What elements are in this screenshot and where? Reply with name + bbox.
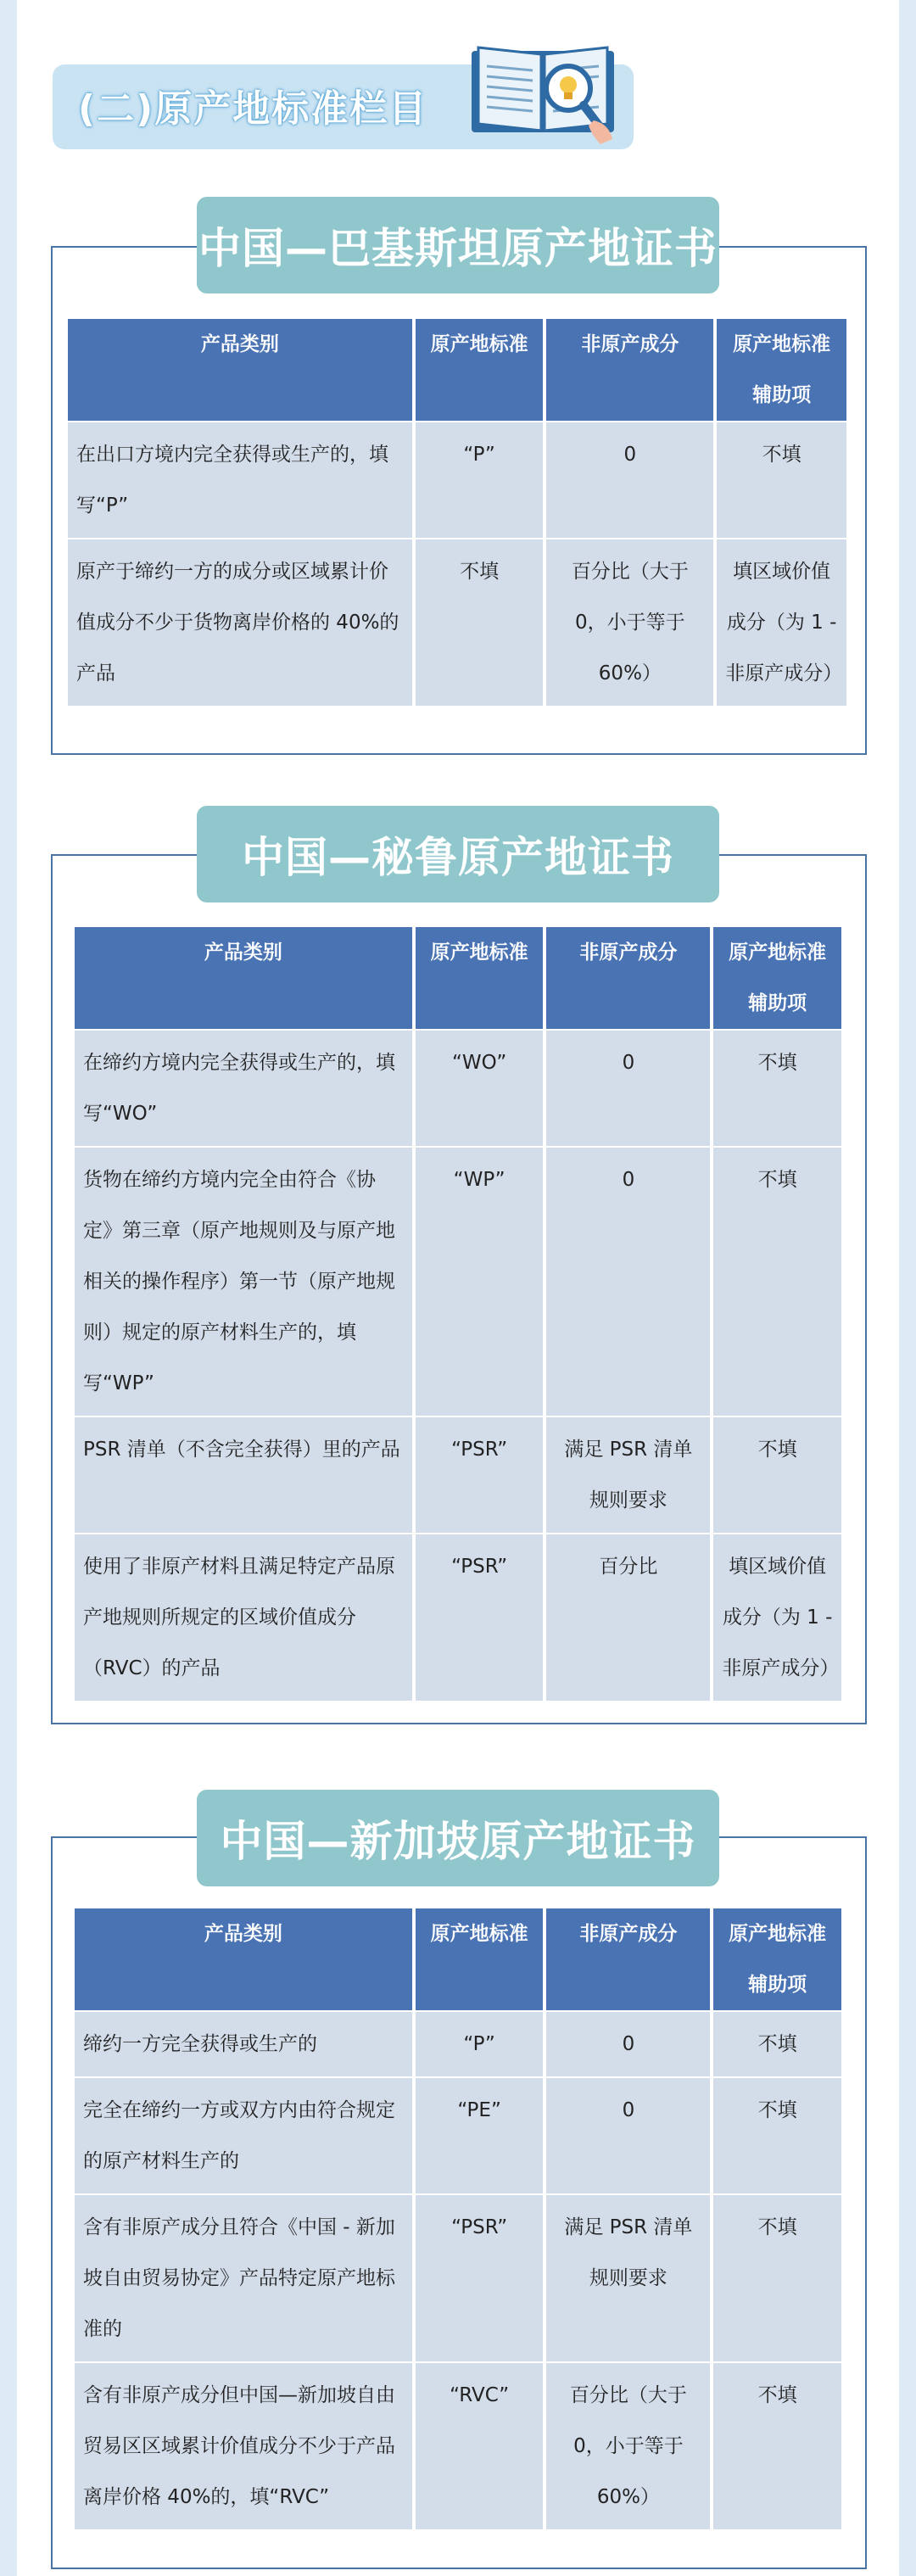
cell-auxiliary: 不填	[713, 2078, 841, 2193]
cell-criterion: “RVC”	[416, 2363, 544, 2529]
cell-criterion: “WP”	[416, 1148, 544, 1416]
cell-non-originating: 0	[546, 1148, 710, 1416]
header-origin-criterion: 原产地标准	[416, 1908, 544, 2010]
table-peru	[71, 925, 845, 1702]
left-border-strip	[0, 0, 17, 2576]
cell-category: 原产于缔约一方的成分或区域累计价值成分不少于货物离岸价格的 40%的产品	[68, 539, 412, 706]
cell-criterion: “PE”	[416, 2078, 544, 2193]
cell-auxiliary: 不填	[717, 422, 846, 538]
table-row	[75, 1417, 841, 1533]
right-border-strip	[899, 0, 916, 2576]
cell-auxiliary: 不填	[713, 2012, 841, 2076]
table-banner-singapore: 中国—新加坡原产地证书	[197, 1790, 719, 1886]
cell-criterion: “P”	[416, 422, 544, 538]
header-product-category: 产品类别	[75, 1908, 412, 2010]
header-auxiliary: 原产地标准辅助项	[713, 1908, 841, 2010]
cell-category: 在出口方境内完全获得或生产的，填写“P”	[68, 422, 412, 538]
header-product-category: 产品类别	[75, 927, 412, 1029]
table-header-row	[68, 319, 846, 421]
cell-auxiliary: 不填	[713, 2363, 841, 2529]
table-header-row	[75, 927, 841, 1029]
cell-criterion: “PSR”	[416, 1417, 544, 1533]
table-banner-peru: 中国—秘鲁原产地证书	[197, 806, 719, 902]
cell-category: 在缔约方境内完全获得或生产的，填写“WO”	[75, 1031, 412, 1146]
cell-category: 缔约一方完全获得或生产的	[75, 2012, 412, 2076]
cell-auxiliary: 填区域价值成分（为 1 - 非原产成分）	[717, 539, 846, 706]
table-row	[75, 2012, 841, 2076]
cell-auxiliary: 不填	[713, 1031, 841, 1146]
cell-category: 含有非原产成分但中国—新加坡自由贸易区区域累计价值成分不少于产品离岸价格 40%的，填“RVC”	[75, 2363, 412, 2529]
header-non-originating: 非原产成分	[546, 1908, 710, 2010]
cell-non-originating: 0	[546, 1031, 710, 1146]
header-origin-criterion: 原产地标准	[416, 319, 544, 421]
cell-category: 完全在缔约一方或双方内由符合规定的原产材料生产的	[75, 2078, 412, 2193]
table-row	[75, 2195, 841, 2361]
cell-non-originating: 百分比（大于 0，小于等于 60%）	[546, 2363, 710, 2529]
cell-auxiliary: 不填	[713, 1417, 841, 1533]
section-title: (二)原产地标准栏目	[78, 87, 428, 131]
book-lightbulb-magnifier-icon	[466, 36, 619, 146]
table-row	[75, 1031, 841, 1146]
table-row	[75, 1534, 841, 1701]
cell-category: 含有非原产成分且符合《中国 - 新加坡自由贸易协定》产品特定原产地标准的	[75, 2195, 412, 2361]
cell-non-originating: 百分比（大于 0，小于等于 60%）	[546, 539, 713, 706]
cell-criterion: “PSR”	[416, 2195, 544, 2361]
table-row	[75, 2078, 841, 2193]
cell-non-originating: 0	[546, 422, 713, 538]
cell-criterion: “WO”	[416, 1031, 544, 1146]
table-row	[75, 2363, 841, 2529]
cell-non-originating: 满足 PSR 清单规则要求	[546, 2195, 710, 2361]
cell-criterion: “PSR”	[416, 1534, 544, 1701]
header-non-originating: 非原产成分	[546, 927, 710, 1029]
cell-category: 货物在缔约方境内完全由符合《协定》第三章（原产地规则及与原产地相关的操作程序）第一节（原产地规则）规定的原产材料生产的，填写“WP”	[75, 1148, 412, 1416]
header-non-originating: 非原产成分	[546, 319, 713, 421]
table-row	[75, 1148, 841, 1416]
table-pakistan	[64, 317, 850, 707]
table-row	[68, 539, 846, 706]
header-product-category: 产品类别	[68, 319, 412, 421]
table-singapore	[71, 1907, 845, 2531]
cell-non-originating: 满足 PSR 清单规则要求	[546, 1417, 710, 1533]
cell-auxiliary: 不填	[713, 1148, 841, 1416]
cell-criterion: “P”	[416, 2012, 544, 2076]
table-header-row	[75, 1908, 841, 2010]
cell-auxiliary: 填区域价值成分（为 1 - 非原产成分）	[713, 1534, 841, 1701]
cell-category: PSR 清单（不含完全获得）里的产品	[75, 1417, 412, 1533]
cell-non-originating: 0	[546, 2078, 710, 2193]
cell-non-originating: 百分比	[546, 1534, 710, 1701]
header-auxiliary: 原产地标准辅助项	[713, 927, 841, 1029]
header-auxiliary: 原产地标准辅助项	[717, 319, 846, 421]
table-banner-pakistan: 中国—巴基斯坦原产地证书	[197, 197, 719, 293]
table-row	[68, 422, 846, 538]
cell-auxiliary: 不填	[713, 2195, 841, 2361]
cell-non-originating: 0	[546, 2012, 710, 2076]
header-origin-criterion: 原产地标准	[416, 927, 544, 1029]
cell-category: 使用了非原产材料且满足特定产品原产地规则所规定的区域价值成分（RVC）的产品	[75, 1534, 412, 1701]
cell-criterion: 不填	[416, 539, 544, 706]
